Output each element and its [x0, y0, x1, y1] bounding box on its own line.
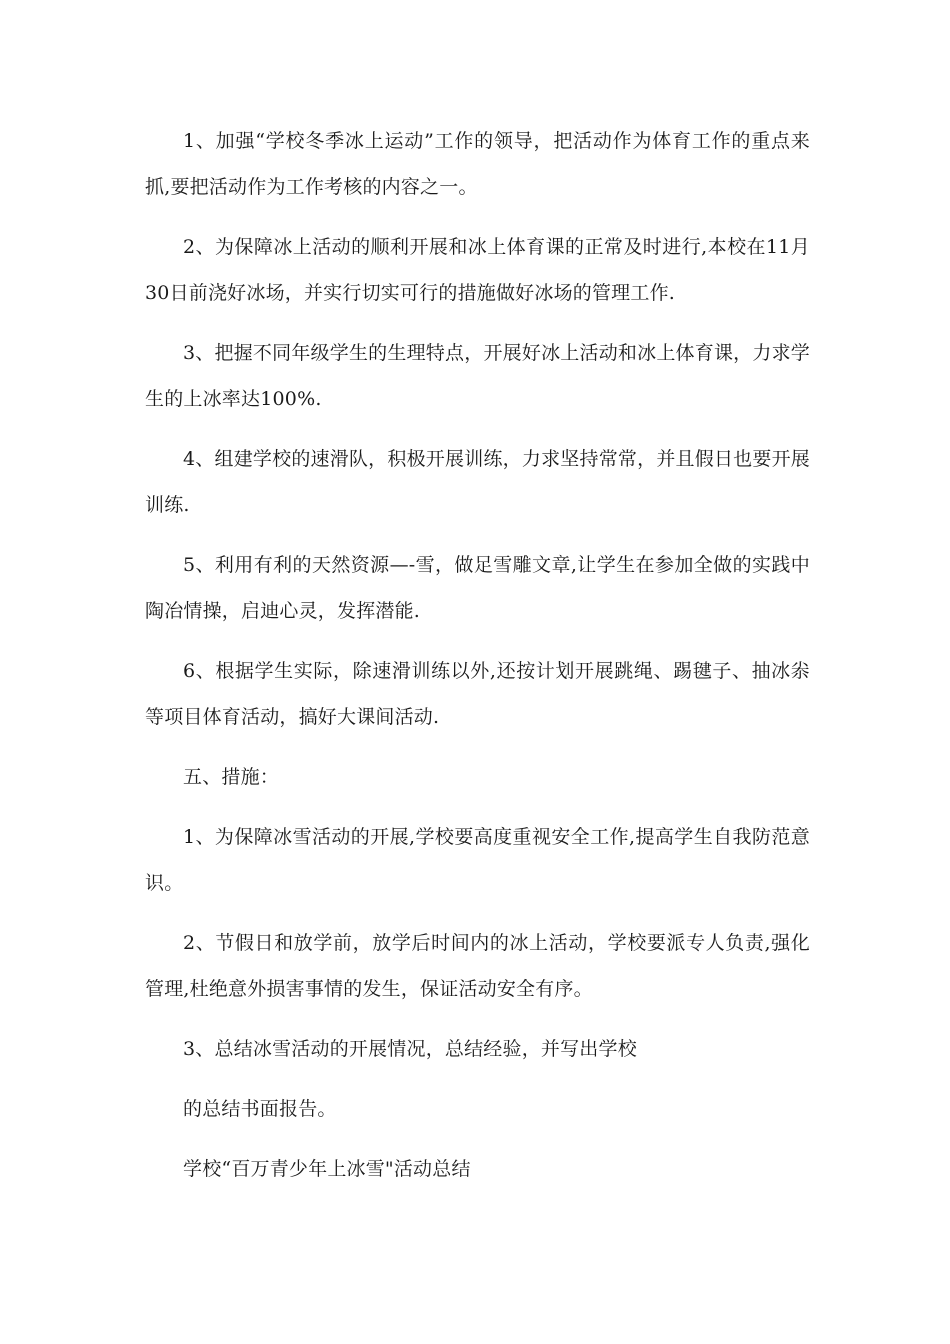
paragraph-5: 5、利用有利的天然资源—-雪，做足雪雕文章,让学生在参加全做的实践中陶冶情操，启迪心灵，发挥潜能.: [145, 554, 810, 622]
measure-paragraph-3-continued: 的总结书面报告。: [183, 1098, 337, 1120]
section-heading-measures: 五、措施：: [183, 766, 280, 788]
measure-paragraph-3: 3、总结冰雪活动的开展情况，总结经验，并写出学校: [183, 1038, 637, 1060]
paragraph-3: 3、把握不同年级学生的生理特点，开展好冰上活动和冰上体育课，力求学生的上冰率达100%.: [145, 342, 810, 410]
paragraph-1: 1、加强“学校冬季冰上运动”工作的领导，把活动作为体育工作的重点来抓,要把活动作为工作考核的内容之一。: [145, 130, 810, 198]
measure-paragraph-2: 2、节假日和放学前，放学后时间内的冰上活动，学校要派专人负责,强化管理,杜绝意外损害事情的发生，保证活动安全有序。: [145, 932, 810, 1000]
paragraph-4: 4、组建学校的速滑队，积极开展训练，力求坚持常常，并且假日也要开展训练.: [145, 448, 810, 516]
document-body: [145, 118, 810, 1206]
measure-paragraph-1: 1、为保障冰雪活动的开展,学校要高度重视安全工作,提高学生自我防范意识。: [145, 826, 810, 894]
paragraph-6: 6、根据学生实际，除速滑训练以外,还按计划开展跳绳、踢毽子、抽冰尜等项目体育活动，搞好大课间活动.: [145, 660, 810, 728]
summary-title: 学校“百万青少年上冰雪"活动总结: [183, 1158, 471, 1180]
paragraph-2: 2、为保障冰上活动的顺利开展和冰上体育课的正常及时进行,本校在11月30日前浇好冰场，并实行切实可行的措施做好冰场的管理工作.: [145, 236, 810, 304]
